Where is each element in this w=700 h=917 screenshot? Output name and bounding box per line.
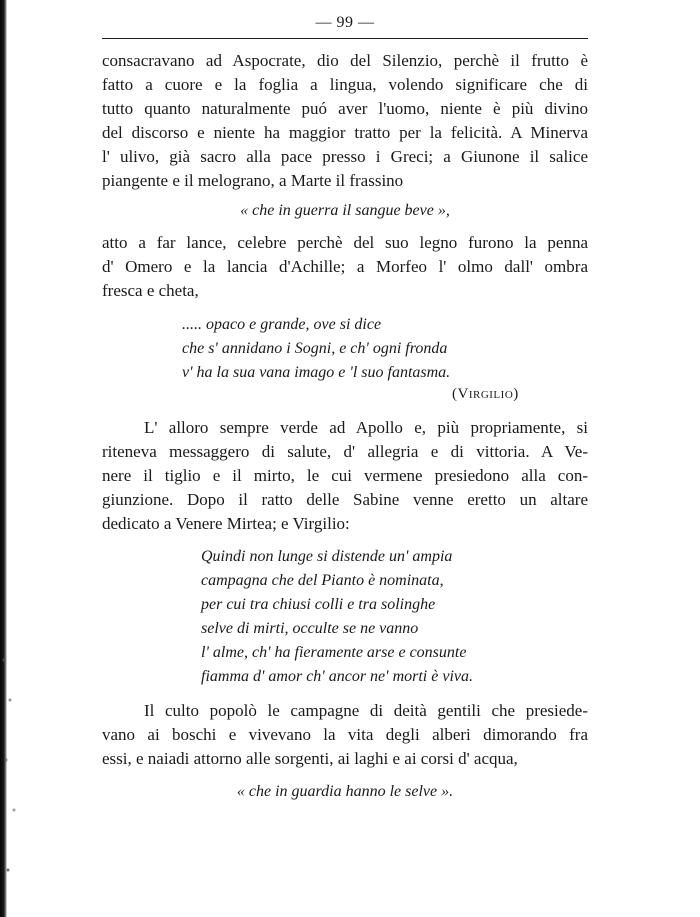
- header-rule: [102, 38, 588, 39]
- text-line: d' Omero e la lancia d'Achille; a Morfeo l' olmo dall' ombra: [102, 257, 588, 276]
- verse-line: per cui tra chiusi colli e tra solinghe: [201, 596, 436, 613]
- verse-line: ..... opaco e grande, ove si dice: [182, 316, 382, 333]
- paragraph-1: [102, 49, 588, 193]
- paragraph-4: [102, 699, 588, 771]
- verse-attribution: (Virgilio): [452, 386, 519, 402]
- text-line: L' alloro sempre verde ad Apollo e, più propriamente, si: [144, 418, 588, 437]
- text-line: piangente e il melograno, a Marte il frassino: [102, 171, 404, 190]
- text-line: fatto a cuore e la foglia a lingua, volendo significare che di: [102, 75, 588, 94]
- text-line: giunzione. Dopo il ratto delle Sabine venne eretto un altare: [102, 490, 588, 509]
- text-line: vano ai boschi e vivevano la vita degli alberi dimorando fra: [102, 725, 588, 744]
- verse-line: Quindi non lunge si distende un' ampia: [201, 548, 453, 565]
- quote-selve: « che in guardia hanno le selve ».: [236, 783, 454, 800]
- text-line: Il culto popolò le campagne di deità gentili che presiede-: [144, 701, 588, 720]
- quote-marte: « che in guerra il sangue beve »,: [240, 202, 450, 219]
- page-header: [102, 8, 588, 38]
- text-line: essi, e naiadi attorno alle sorgenti, ai laghi e ai corsi d' acqua,: [102, 749, 518, 768]
- text-line: l' ulivo, già sacro alla pace presso i Greci; a Giunone il salice: [102, 147, 588, 166]
- verse-line: selve di mirti, occulte se ne vanno: [201, 620, 419, 637]
- verse-line: campagna che del Pianto è nominata,: [201, 572, 444, 589]
- page-number: — 99 —: [315, 14, 375, 31]
- text-line: consacravano ad Aspocrate, dio del Silenzio, perchè il frutto è: [102, 51, 588, 70]
- text-line: nere il tiglio e il mirto, le cui vermene presiedono alla con-: [102, 466, 588, 485]
- verse-line: fiamma d' amor ch' ancor ne' morti è viva.: [201, 668, 473, 685]
- verse-line: v' ha la sua vana imago e 'l suo fantasma.: [182, 364, 451, 381]
- verse-line: l' alme, ch' ha fieramente arse e consunte: [201, 644, 467, 661]
- text-line: riteneva messaggero di salute, d' allegria e di vittoria. A Ve-: [102, 442, 588, 461]
- text-line: dedicato a Venere Mirtea; e Virgilio:: [102, 514, 350, 533]
- text-line: fresca e cheta,: [102, 281, 199, 300]
- text-line: atto a far lance, celebre perchè del suo legno furono la penna: [102, 233, 588, 252]
- paragraph-2: [102, 231, 588, 303]
- verse-virgilio-1: [182, 313, 450, 385]
- text-line: del discorso e niente ha maggior tratto per la felicità. A Minerva: [102, 123, 588, 142]
- scan-edge-specks: [0, 640, 24, 917]
- paragraph-3: [102, 416, 588, 536]
- verse-line: che s' annidano i Sogni, e ch' ogni fronda: [182, 340, 448, 357]
- text-line: tutto quanto naturalmente puó aver l'uomo, niente è più divino: [102, 99, 588, 118]
- verse-virgilio-2: [201, 545, 473, 689]
